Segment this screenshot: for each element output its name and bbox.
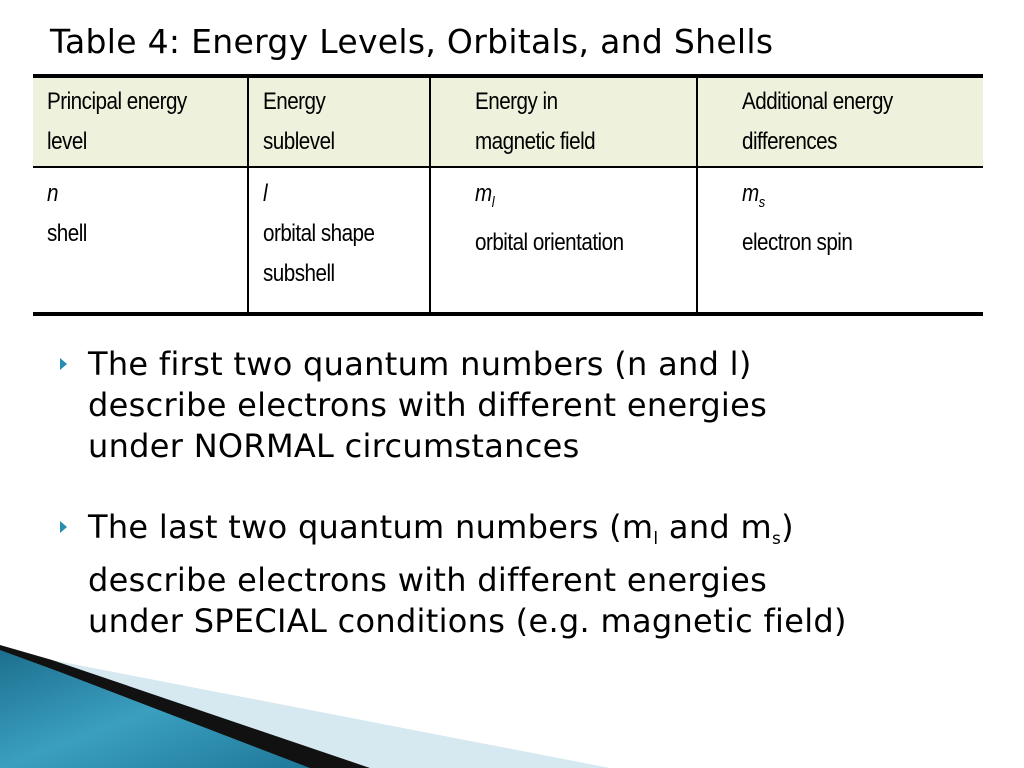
cell-magnetic-quantum-number: $m_l$ orbital orientation bbox=[430, 167, 697, 312]
header-energy-sublevel: Energy sublevel bbox=[248, 78, 430, 167]
symbol-ml: $m_l$ bbox=[475, 180, 495, 211]
cell-azimuthal-quantum-number: l orbital shape subshell bbox=[248, 167, 430, 312]
header-energy-in-magnetic-field: Energy in magnetic field bbox=[430, 78, 697, 167]
symbol-l: l bbox=[263, 180, 268, 207]
header-additional-energy-differences: Additional energy differences bbox=[697, 78, 983, 167]
bullet-text: The first two quantum numbers (n and l) describe electrons with different energies under NORMAL circumstances bbox=[88, 345, 768, 465]
bullet-text: The last two quantum numbers (ml and ms) describe electrons with different energies under SPECIAL conditions (e.g. magnetic field) bbox=[88, 508, 847, 640]
symbol-ms: $m_s$ bbox=[742, 180, 765, 211]
symbol-n: n bbox=[47, 180, 58, 207]
cell-spin-quantum-number: $m_s$ electron spin bbox=[697, 167, 983, 312]
header-principal-energy-level: Principal energy level bbox=[33, 78, 248, 167]
slide-title: Table 4: Energy Levels, Orbitals, and Shells bbox=[50, 22, 774, 61]
cell-principal-quantum-number: n shell bbox=[33, 167, 248, 312]
